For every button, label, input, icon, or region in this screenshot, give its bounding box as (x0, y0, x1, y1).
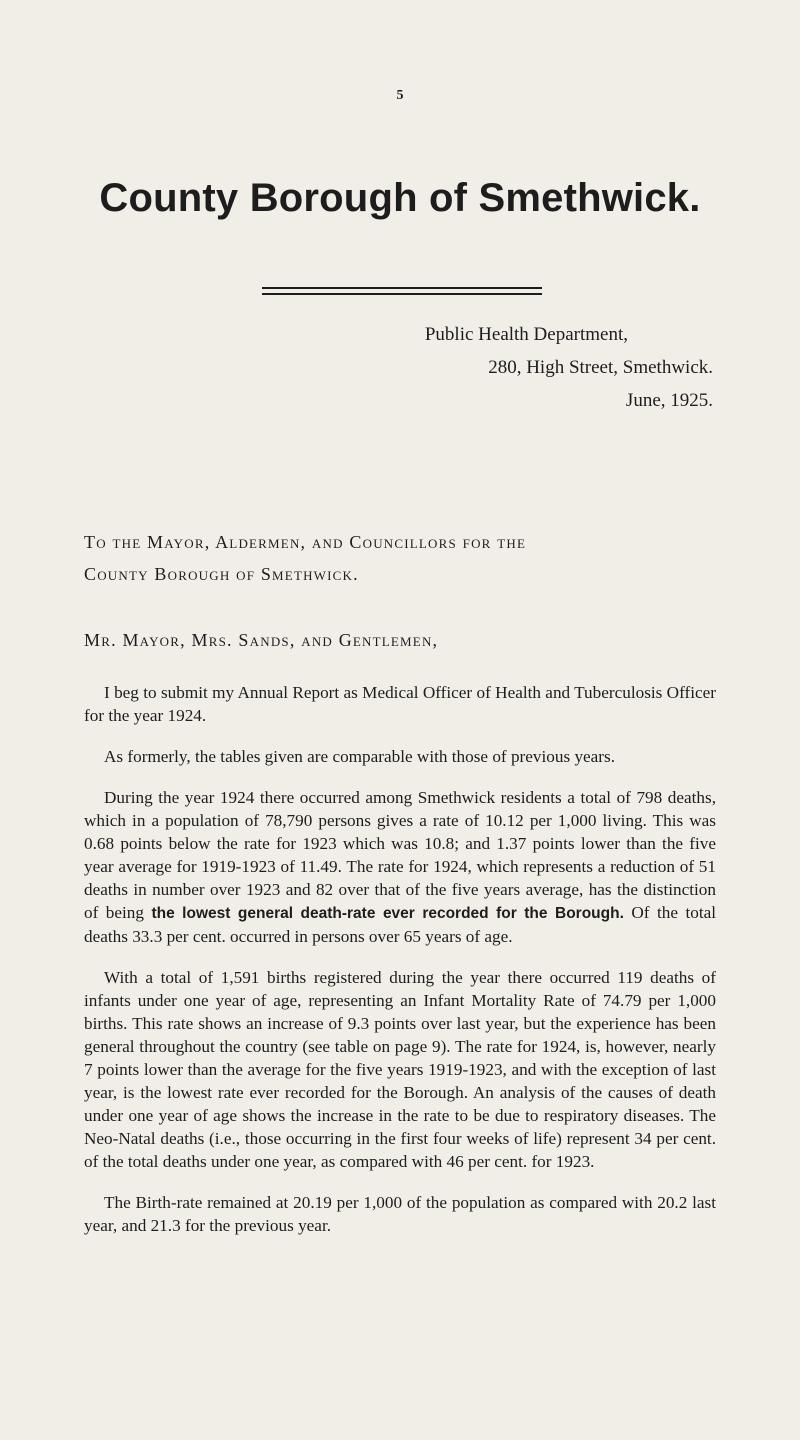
paragraph-4: With a total of 1,591 births registered during the year there occurred 119 deaths of infants under one year of age, representing an Infant Mortality Rate of 74.79 per 1,000 births. This rate shows an increase of 9.3 points over last year, but the experience has been general throughout the country (see table on page 9). The rate for 1924, is, however, nearly 7 points lower than the average for the five years 1919-1923, and with the exception of last year, is the lowest rate ever recorded for the Borough. An analysis of the causes of death under one year of age shows the increase in the rate to be due to respiratory diseases. The Neo-Natal deaths (i.e., those occurring in the first four weeks of life) represent 34 per cent. of the total deaths under one year, as compared with 46 per cent. for 1923. (84, 968, 716, 1171)
addressee-line-2: County Borough of Smethwick. (84, 564, 359, 584)
addressee-line-1: To the Mayor, Aldermen, and Councillors for the (84, 532, 527, 552)
paragraph-3-start: During the year 1924 there occurred among Smethwick residents a total of 798 deaths, which in a population of 78,790 persons gives a rate of 10.12 per 1,000 living. This was 0.68 points below the rate for 1923 which was 10.8; and 1.37 points lower than the five year average for 1919-1923 of 11.49. The rate for 1924, which represents a reduction of 51 deaths in number over 1923 and 82 over that of the five years average, has the distinction of being (84, 788, 716, 922)
address-street: 280, High Street, Smethwick. (488, 357, 713, 378)
page-title: County Borough of Smethwick. (99, 176, 701, 220)
address-department: Public Health Department, (424, 324, 628, 345)
address-date: June, 1925. (625, 390, 713, 411)
paragraph-3 (84, 786, 716, 948)
paragraph-2: As formerly, the tables given are comparable with those of previous years. (104, 747, 615, 766)
paragraph-5: The Birth-rate remained at 20.19 per 1,000 of the population as compared with 20.2 last year, and 21.3 for the previous year. (84, 1193, 716, 1235)
paragraph-3-end: Of the total deaths 33.3 per cent. occurred in persons over 65 years of age. (84, 903, 716, 946)
salutation: Mr. Mayor, Mrs. Sands, and Gentlemen, (84, 630, 439, 650)
paragraph-3-emphasis: the lowest general death-rate ever recorded for the Borough. (151, 905, 624, 922)
report-body (84, 681, 716, 1255)
sender-address (425, 318, 713, 417)
addressee-block (84, 526, 744, 590)
page-number: 5 (396, 88, 404, 103)
title-rule-bottom (262, 293, 542, 295)
title-rule-top (262, 287, 542, 289)
paragraph-1: I beg to submit my Annual Report as Medical Officer of Health and Tuberculosis Officer for the year 1924. (84, 683, 716, 725)
